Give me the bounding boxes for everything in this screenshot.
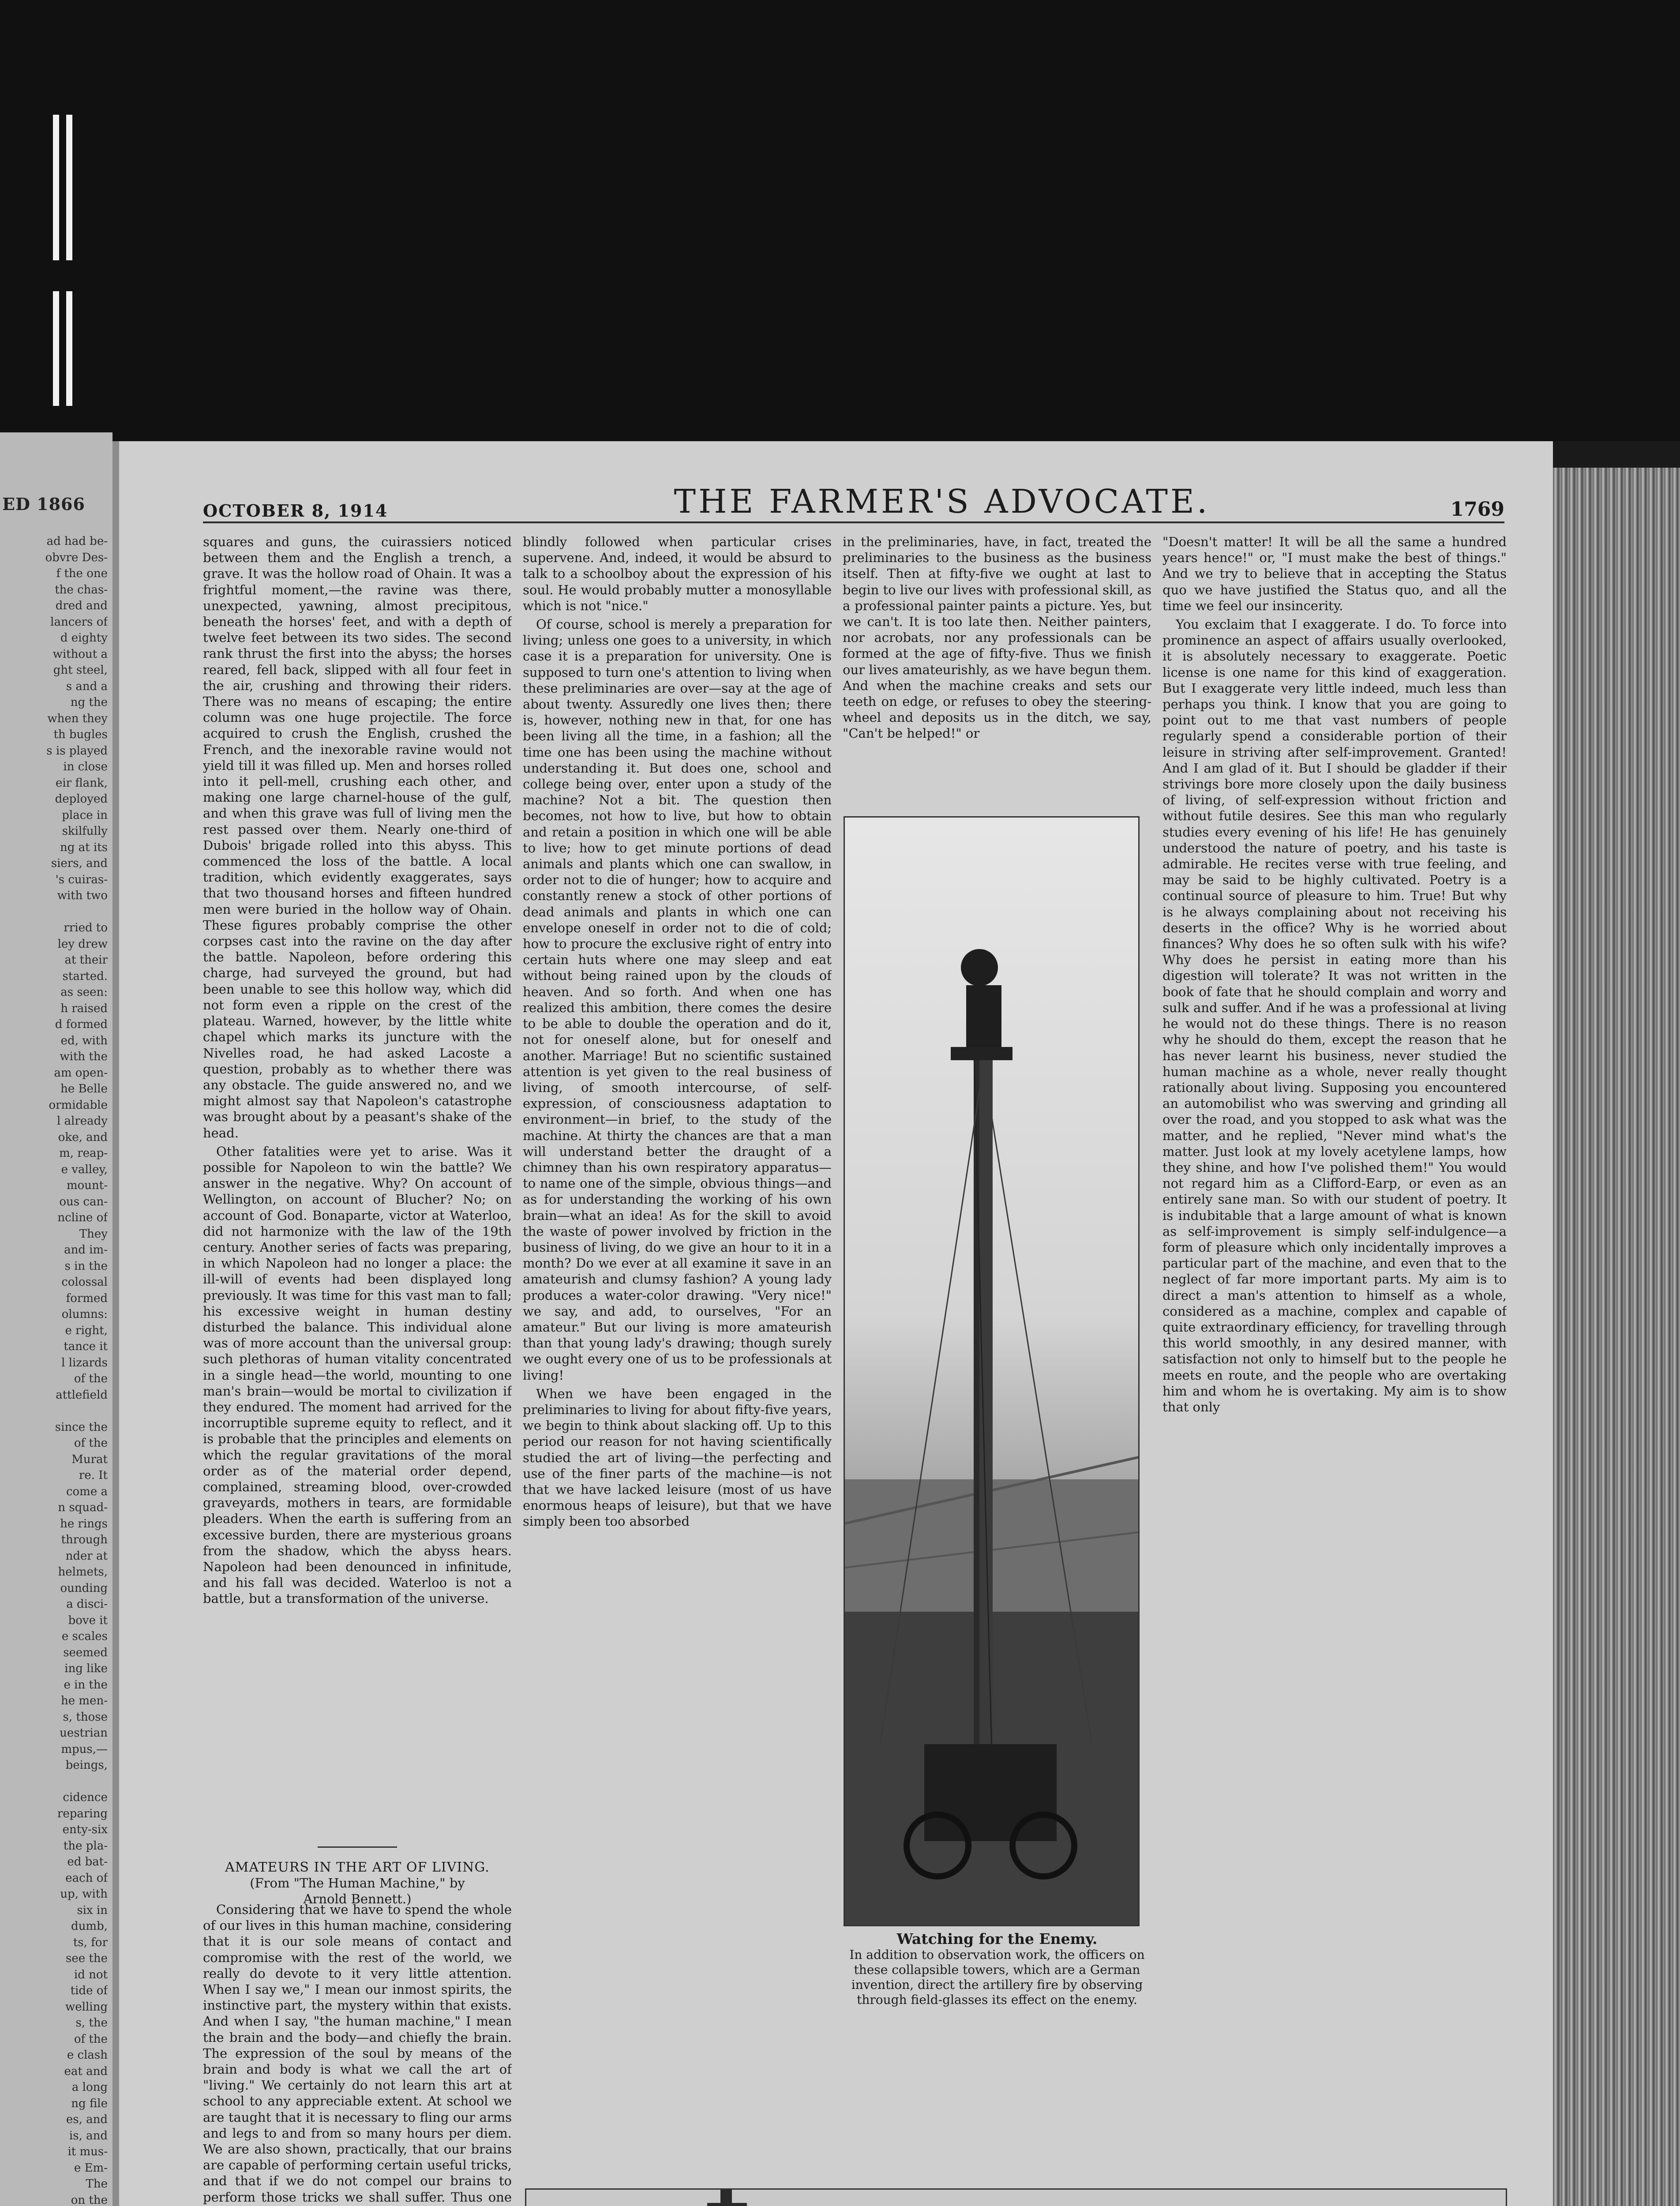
- left-page-line: uestrian: [60, 1726, 108, 1740]
- left-page-line: skilfully: [62, 825, 108, 838]
- article-title: AMATEURS IN THE ART OF LIVING.: [225, 1860, 490, 1875]
- left-page-line: colossal: [61, 1276, 108, 1289]
- left-page-line: a long: [71, 2081, 108, 2094]
- column-2-text: [523, 534, 832, 2012]
- article-heading: [203, 1860, 512, 1907]
- left-page-line: s and a: [66, 679, 108, 693]
- left-page-line: enty-six: [62, 1823, 108, 1836]
- left-page-line: up, with: [60, 1887, 108, 1901]
- left-page-line: six in: [77, 1903, 108, 1917]
- left-page-line: e valley,: [61, 1163, 108, 1176]
- issue-date: OCTOBER 8, 1914: [203, 501, 388, 521]
- left-page-line: cidence: [63, 1791, 108, 1804]
- publication-title: THE FARMER'S ADVOCATE.: [674, 483, 1210, 521]
- left-page-line: s, the: [75, 2016, 108, 2030]
- left-page-line: eat and: [64, 2064, 108, 2078]
- left-page-line: started.: [62, 969, 108, 983]
- paragraph: Considering that we have to spend the whole of our lives in this human machine, considering that it is our sole means of contact and compromise with the rest of the world, we really do devote to it very little attention. When I say we," I mean our inmost spirits, the instinctive part, the mystery within that exists. And when I say, "the human machine," I mean the brain and the body—and chiefly the brain. The expression of the soul by means of the brain and body is what we call the art of "living." We certainly do not learn this art at school to any appreciable extent. At school we are taught that it is necessary to fling our arms and legs to and from so many hours per diem. We are also shown, practically, that our brains are capable of performing certain useful tricks, and that if we do not compel our brains to perform those tricks we shall suffer. Thus one: [203, 1902, 512, 2205]
- left-page-line: the chas-: [55, 583, 108, 597]
- left-page-header: ED 1866: [2, 494, 85, 514]
- left-page-line: on the: [71, 2193, 108, 2206]
- left-page-line: it mus-: [68, 2145, 108, 2158]
- artillery-parade-illustration: [526, 2190, 1506, 2206]
- left-page-line: l lizards: [61, 1356, 108, 1369]
- article-separator: [318, 1846, 397, 1848]
- left-page-line: ts, for: [73, 1936, 108, 1949]
- page-header: [203, 481, 1504, 521]
- left-page-fragment: [0, 432, 112, 2206]
- left-page-line: bove it: [68, 1613, 108, 1627]
- article-author: Arnold Bennett.): [303, 1891, 412, 1906]
- left-page-line: a disci-: [66, 1598, 108, 1611]
- paragraph: Of course, school is merely a preparation for living; unless one goes to a university, in which case it is a preparation for university. One is supposed to turn one's attention to living when these preliminaries are over—say at the age of about twenty. Assuredly one lives then; there is, however, nothing new in that, for one has been living all the time, in a fashion; all the time one has been using the machine without understanding it. But does one, school and college being over, enter upon a study of the machine? Not a bit. The question then becomes, not how to live, but how to obtain and retain a position in which one will be able to live; how to get minute portions of dead animals and plants which one can swallow, in order not to die of hunger; how to acquire and constantly renew a stock of other portions of dead animals and plants in which one can envelope oneself in order not to die of cold; how to procure the exclusive right of entry into certain huts where one may sleep and eat without being rained upon by the clouds of heaven. And so forth. And when one has realized this ambition, there comes the desire to be able to double the operation and do it, not for oneself alone, but for oneself and another. Marriage! But no scientific sustained attention is yet given to the real business of living, of smooth intercourse, of self-expression, of consciousness adaptation to environment—in brief, to the study of the machine. At thirty the chances are that a man will understand better the draught of a chimney than his own respiratory apparatus—to name one of the simple, obvious things—and as for understanding the working of his own brain—what an idea! As for the skill to avoid the waste of power involved by friction in the business of living, do we give an hour to it in a month? Do we ever at all examine it save in an amateurish and clumsy fashion? A young lady produces a water-color drawing. "Very nice!" we say, and add, to ourselves, "For an amateur." But our living is more amateurish than that young lady's drawing; though surely we ought every one of us to be professionals at living!: [523, 617, 832, 1383]
- left-page-line: ed bat-: [67, 1855, 108, 1868]
- newspaper-page: [119, 441, 1553, 2206]
- left-page-line: with the: [60, 1050, 108, 1063]
- left-page-line: olumns:: [61, 1308, 108, 1321]
- left-page-line: place in: [62, 808, 108, 822]
- left-page-line: d eighty: [60, 631, 108, 645]
- left-page-line: ed, with: [60, 1034, 108, 1047]
- photo-observation-tower: [844, 816, 1140, 1926]
- left-page-line: ous can-: [59, 1195, 108, 1208]
- left-page-line: reparing: [57, 1807, 108, 1820]
- left-page-line: d formed: [55, 1018, 108, 1031]
- left-page-line: s is played: [46, 744, 108, 758]
- left-page-line: tance it: [64, 1340, 108, 1353]
- left-page-line: mpus,—: [61, 1742, 108, 1756]
- left-page-line: as seen:: [60, 986, 108, 999]
- left-page-line: with two: [57, 889, 108, 902]
- left-page-line: each of: [65, 1871, 108, 1885]
- column-1-waterloo-text: [203, 534, 512, 1849]
- left-page-line: ormidable: [49, 1098, 108, 1112]
- column-3-text: [843, 534, 1151, 799]
- photo-artillery-parade: [525, 2188, 1507, 2206]
- left-page-line: f the one: [56, 567, 108, 580]
- book-page-edges: [1553, 468, 1680, 2206]
- left-page-line: They: [79, 1227, 108, 1241]
- left-page-line: re. It: [79, 1469, 108, 1482]
- column-1-article-body: [203, 1902, 512, 2206]
- article-source: (From "The Human Machine," by: [250, 1876, 465, 1891]
- left-page-line: since the: [55, 1420, 108, 1434]
- left-page-line: tide of: [70, 1984, 108, 1997]
- left-page-line: he Belle: [60, 1082, 108, 1095]
- left-page-line: welling: [65, 2000, 108, 2014]
- left-page-line: ounding: [60, 1581, 108, 1595]
- left-page-line: s in the: [64, 1259, 108, 1273]
- left-page-line: through: [61, 1533, 108, 1546]
- left-page-line: id not: [74, 1968, 108, 1981]
- left-page-line: and im-: [64, 1243, 108, 1257]
- left-page-line: e in the: [64, 1678, 108, 1692]
- left-page-line: dred and: [55, 599, 108, 612]
- left-page-line: Murat: [71, 1452, 108, 1466]
- left-page-line: ng at its: [60, 840, 108, 854]
- left-page-line: at their: [64, 953, 108, 967]
- left-page-line: 's cuiras-: [55, 873, 108, 886]
- left-page-line: he rings: [60, 1517, 108, 1531]
- left-page-line: of the: [74, 1437, 108, 1450]
- left-page-line: eir flank,: [55, 776, 108, 790]
- page-number: 1769: [1450, 498, 1504, 521]
- left-page-line: helmets,: [58, 1565, 108, 1579]
- left-page-line: ncline of: [57, 1211, 108, 1224]
- left-page-line: s, those: [63, 1710, 108, 1724]
- paragraph: in the preliminaries, have, in fact, treated the preliminaries to the business as the business itself. Then at fifty-five we ought at last to begin to live our lives with professional skill, as a professional painter paints a picture. Yes, but we can't. It is too late then. Neither painters, nor acrobats, nor any professionals can be formed at the age of fifty-five. Thus we finish our lives amateurishly, as we have begun them. And when the machine creaks and sets our teeth on edge, or refuses to obey the steering-wheel and deposits us in the ditch, we say, "Can't be helped!" or: [843, 534, 1151, 741]
- left-page-line: obvre Des-: [45, 551, 108, 564]
- left-page-line: in close: [63, 760, 108, 773]
- left-page-line: come a: [66, 1485, 108, 1498]
- left-page-line: rried to: [64, 921, 108, 934]
- left-page-line: ght steel,: [53, 664, 108, 677]
- left-page-line: n squad-: [58, 1501, 108, 1514]
- left-page-line: mount-: [66, 1179, 108, 1192]
- left-page-line: lancers of: [50, 615, 108, 629]
- caption-title: Watching for the Enemy.: [896, 1930, 1098, 1947]
- left-page-line: es, and: [66, 2113, 108, 2126]
- left-page-line: ad had be-: [46, 535, 108, 548]
- left-page-line: e clash: [67, 2048, 108, 2062]
- left-page-line: is, and: [69, 2129, 108, 2142]
- left-page-line: ing like: [64, 1662, 108, 1675]
- left-page-line: see the: [66, 1952, 108, 1965]
- left-page-line: e right,: [65, 1324, 108, 1337]
- observation-tower-illustration: [845, 818, 1138, 1925]
- left-page-line: of the: [74, 2032, 108, 2046]
- left-page-line: ng file: [71, 2097, 108, 2110]
- scan-background: [0, 0, 1680, 441]
- left-page-line: the pla-: [63, 1839, 108, 1853]
- scan-artifact-stripe: [53, 115, 59, 260]
- left-page-line: of the: [74, 1372, 108, 1385]
- left-page-line: m, reap-: [59, 1147, 108, 1160]
- left-page-line: l already: [56, 1114, 108, 1128]
- page-gutter: [112, 441, 119, 2206]
- scan-artifact-stripe: [66, 115, 72, 260]
- left-page-line: dumb,: [71, 1920, 108, 1933]
- header-rule: [203, 521, 1504, 523]
- paragraph: Other fatalities were yet to arise. Was it possible for Napoleon to win the battle? We answer in the negative. Why? On account of Wellington, on account of Blucher? No; on account of God. Bonaparte, victor at Waterloo, did not harmonize with the law of the 19th century. Another series of facts was preparing, in which Napoleon had no longer a place: the ill-will of events had been displayed long previously. It was time for this vast man to fall; his excessive weight in human destiny disturbed the balance. This individual alone was of more account than the universal group: such plethoras of human vitality concentrated in a single head—the world, mounting to one man's brain—would be mortal to civilization if they endured. The moment had arrived for the incorruptible supreme equity to reflect, and it is probable that the principles and elements on which the regular gravitations of the moral order as of the material order depend, complained, streaming blood, over-crowded graveyards, mothers in tears, are formidable pleaders. When the earth is suffering from an excessive burden, there are mysterious groans from the shadow, which the abyss hears. Napoleon had been denounced in infinitude, and his fall was decided. Waterloo is not a battle, but a transformation of the universe.: [203, 1144, 512, 1606]
- paragraph: squares and guns, the cuirassiers noticed between them and the English a trench, a grave. It was the hollow road of Ohain. It was a frightful moment,—the ravine was there, unexpected, yawning, almost precipitous, beneath the horses' feet, and with a depth of twelve feet between its two sides. The second rank thrust the first into the abyss; the horses reared, fell back, slipped with all four feet in the air, crushing and throwing their riders. There was no means of escaping; the entire column was one huge projectile. The force acquired to crush the English, crushed the French, and the inexorable ravine would not yield till it was filled up. Men and horses rolled into it pell-mell, crushing each other, and making one large charnel-house of the gulf, and when this grave was full of living men the rest passed over them. Nearly one-third of Dubois' brigade rolled into this abyss. This commenced the loss of the battle. A local tradition, which evidently exaggerates, says that two thousand horses and fifteen hundred men were buried in the hollow way of Ohain. These figures probably comprise the other corpses cast into the ravine on the day after the battle. Napoleon, before ordering this charge, had surveyed the ground, but had been unable to see this hollow way, which did not form even a ripple on the crest of the plateau. Warned, however, by the little white chapel which marks its juncture with the Nivelles road, he had asked Lacoste a question, probably as to whether there was any obstacle. The guide answered no, and we might almost say that Napoleon's catastrophe was brought about by a peasant's shake of the head.: [203, 534, 512, 1141]
- paragraph: When we have been engaged in the preliminaries to living for about fifty-five years, we begin to think about slacking off. Up to this period our reason for not having scientifically studied the art of living—the perfecting and use of the finer parts of the machine—is not that we have lacked leisure (most of us have enormous heaps of leisure), but that we have simply been too absorbed: [523, 1386, 832, 1529]
- left-page-line: e scales: [61, 1630, 108, 1643]
- left-page-line: nder at: [65, 1549, 108, 1563]
- left-page-line: deployed: [55, 792, 108, 806]
- left-page-line: th bugles: [53, 728, 108, 741]
- left-page-line: without a: [52, 647, 108, 661]
- left-page-line: ley drew: [57, 937, 108, 951]
- left-page-line: e Em-: [74, 2161, 108, 2175]
- photo-caption-tower: [843, 1930, 1151, 2007]
- left-page-line: beings,: [65, 1759, 108, 1772]
- left-page-line: seemed: [63, 1646, 108, 1659]
- left-page-line: when they: [47, 712, 108, 725]
- paragraph: blindly followed when particular crises supervene. And, indeed, it would be absurd to talk to a schoolboy about the expression of his soul. He would probably mutter a monosyllable which is not "nice.": [523, 534, 832, 613]
- left-page-line: attlefield: [56, 1388, 108, 1402]
- scan-artifact-stripe: [53, 291, 59, 406]
- caption-text: In addition to observation work, the officers on these collapsible towers, which are a German invention, direct the artillery fire by observing through field-glasses its effect on the enemy.: [849, 1947, 1145, 2007]
- left-page-line: oke, and: [58, 1130, 108, 1144]
- column-4-text: [1162, 534, 1507, 2175]
- left-page-line: he men-: [61, 1694, 108, 1707]
- left-page-line: ng the: [70, 696, 108, 709]
- left-page-line: siers, and: [51, 857, 108, 870]
- left-page-line: h raised: [60, 1002, 108, 1015]
- paragraph: "Doesn't matter! It will be all the same a hundred years hence!" or, "I must make the best of things." And we try to believe that in accepting the Status quo we have justified the Status quo, and all the time we feel our insincerity.: [1162, 534, 1507, 613]
- scan-artifact-stripe: [66, 291, 72, 406]
- left-page-line: am open-: [54, 1066, 108, 1080]
- paragraph: You exclaim that I exaggerate. I do. To force into prominence an aspect of affairs usually overlooked, it is absolutely necessary to exaggerate. Poetic license is one name for this kind of exaggeration. But I exaggerate very little indeed, much less than perhaps you think. I know that you are going to point out to me that vast numbers of people regularly spend a considerable portion of their leisure in striving after self-improvement. Granted! And I am glad of it. But I should be gladder if their strivings bore more closely upon the daily business of living, of self-expression without friction and without futile desires. See this man who regularly studies every evening of his life! He has genuinely understood the nature of poetry, and his taste is admirable. He recites verse with true feeling, and may be said to be highly cultivated. Poetry is a continual source of pleasure to him. True! But why is he always complaining about not receiving his deserts in the office? Why is he worried about finances? Why does he so often sulk with his wife? Why does he persist in eating more than his digestion will tolerate? It was not written in the book of fate that he should complain and worry and sulk and suffer. And if he was a professional at living he would not do these things. There is no reason why he should do them, except the reason that he has never learnt his business, never studied the human machine as a whole, never really thought rationally about living. Supposing you encountered an automobilist who was swerving and grinding all over the road, and you stopped to ask what was the matter, and he replied, "Never mind what's the matter. Just look at my lovely acetylene lamps, how they shine, and how I've polished them!" You would not regard him as a Clifford-Earp, or even as an entirely sane man. So with our student of poetry. It is indubitable that a large amount of what is known as self-improvement is simply self-indulgence—a form of pleasure which only incidentally improves a particular part of the machine, and even that to the neglect of far more important parts. My aim is to direct a man's attention to himself as a whole, considered as a machine, complex and capable of quite extraordinary efficiency, for travelling through this world smoothly, in any desired manner, with satisfaction not only to himself but to the people he meets en route, and the people who are overtaking him and whom he is overtaking. My aim is to show that only: [1162, 617, 1507, 1414]
- left-page-line: The: [86, 2177, 108, 2191]
- left-page-line: formed: [66, 1291, 108, 1305]
